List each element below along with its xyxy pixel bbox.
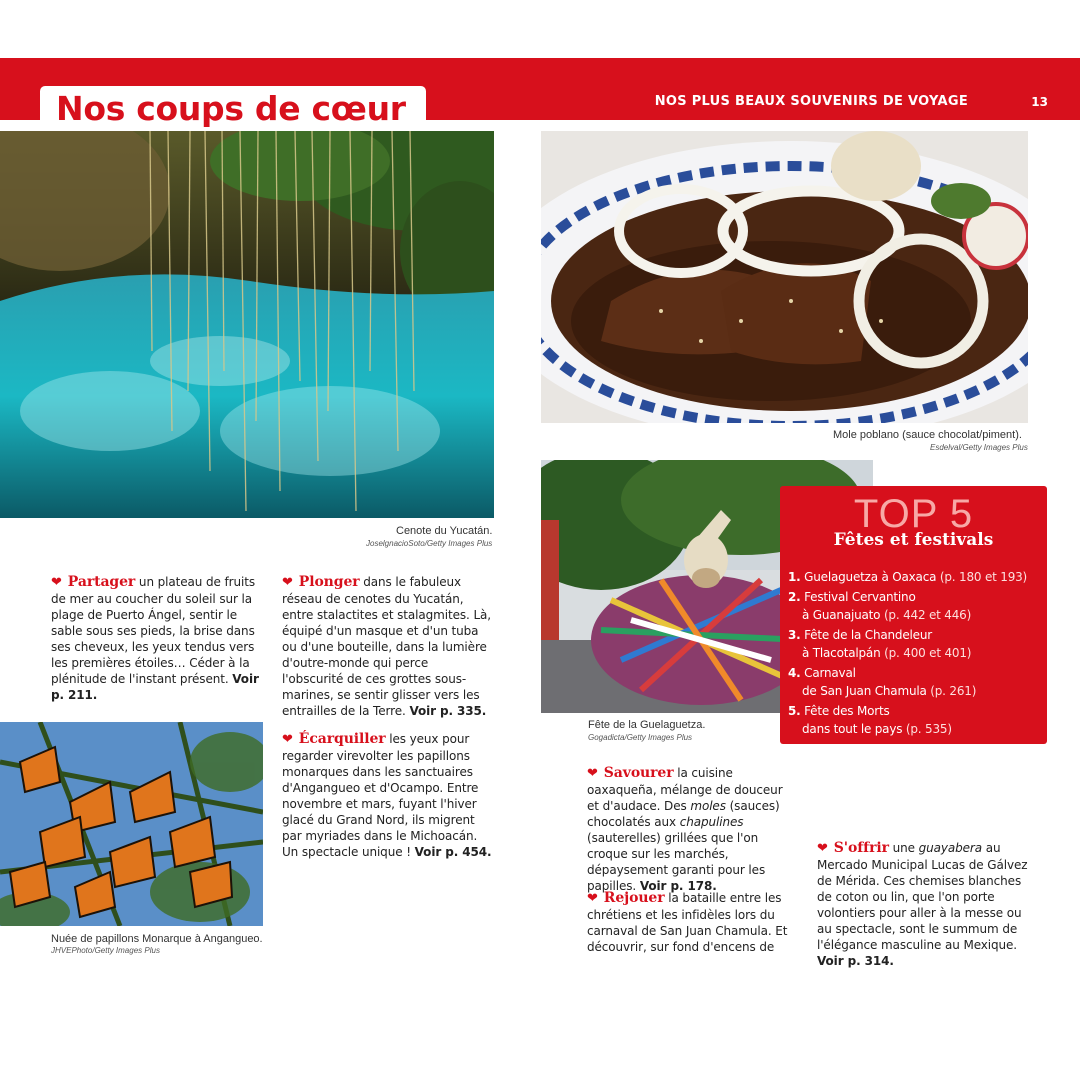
photo-credit: JHVEPhoto/Getty Images Plus — [51, 946, 160, 955]
heart-icon: ❤ — [587, 766, 598, 781]
section-label: NOS PLUS BEAUX SOUVENIRS DE VOYAGE — [654, 94, 968, 109]
entry-partager: ❤ Partager un plateau de fruits de mer au coucher du soleil sur la plage de Puerto Ángel, sentir le sable sous ses pieds, la brise dans ses cheveux, les yeux tendus vers les premières étoiles… Céder à la plénitude de l'instant présent. Voir p. 211. — [51, 574, 259, 702]
top5-title: TOP 5 — [853, 492, 974, 536]
photo-butterflies — [0, 722, 263, 926]
entry-ecarquiller: ❤ Écarquiller les yeux pour regarder virevolter les papillons monarques dans les sanctuaires d'Angangueo et d'Ocampo. Entre novembre et mars, fuyant l'hiver glacé du Grand Nord, ils migrent par myriades dans le Michoacán. Un spectacle unique ! Voir p. 454. — [282, 731, 492, 859]
photo-credit: Esdelval/Getty Images Plus — [930, 443, 1028, 452]
heart-icon: ❤ — [51, 575, 62, 590]
photo-caption: Mole poblano (sauce chocolat/piment). — [833, 429, 1022, 441]
entry-rejouer-part2 — [817, 763, 1029, 827]
top5-item: 4. Carnaval de San Juan Chamula (p. 261) — [788, 665, 977, 698]
top5-item: 3. Fête de la Chandeleur à Tlacotalpán (p. 400 et 401) — [788, 627, 972, 660]
entry-savourer: ❤ Savourer la cuisine oaxaqueña, mélange de douceur et d'audace. Des moles (sauces) chocolatés aux chapulines (sauterelles) grillées que l'on croque sur les marchés, dépaysement garanti pour les papilles. Voir p. 178. — [587, 765, 783, 893]
photo-caption: Nuée de papillons Monarque à Angangueo. — [51, 933, 263, 945]
heart-icon: ❤ — [587, 891, 598, 906]
photo-mole — [541, 131, 1028, 423]
page-title: Nos coups de cœur — [56, 89, 406, 128]
photo-caption: Cenote du Yucatán. — [396, 525, 493, 537]
entry-rejouer-part1: ❤ Rejouer la bataille entre les chrétiens et les infidèles lors du carnaval de San Juan Chamula. Et découvrir, sur fond d'encens de — [587, 890, 788, 954]
top5-box — [780, 486, 1047, 744]
top5-subtitle: Fêtes et festivals — [833, 530, 994, 550]
top5-item: 2. Festival Cervantino à Guanajuato (p. 442 et 446) — [788, 589, 972, 622]
top5-list — [788, 568, 1046, 740]
page-number: 13 — [1031, 95, 1048, 109]
photo-cenote — [0, 131, 494, 518]
entry-soffrir: ❤ S'offrir une guayabera au Mercado Municipal Lucas de Gálvez de Mérida. Ces chemises blanches de coton ou lin, que l'on porte volontiers pour aller à la messe ou au spectacle, sont le summum de l'élégance masculine au Mexique. Voir p. 314. — [817, 840, 1028, 968]
entry-plonger: ❤ Plonger dans le fabuleux réseau de cenotes du Yucatán, entre stalactites et stalagmites. Là, équipé d'un masque et d'un tuba ou d'une bouteille, dans la lumière d'outre-monde qui perce l'obscurité de ces grottes sous-marines, se sentir glisser vers les entrailles de la Terre. Voir p. 335. — [282, 574, 492, 718]
heart-icon: ❤ — [282, 732, 293, 747]
top5-item: 5. Fête des Morts dans tout le pays (p. 535) — [788, 703, 952, 736]
photo-credit: Gogadicta/Getty Images Plus — [588, 733, 693, 742]
photo-caption: Fête de la Guelaguetza. — [588, 719, 706, 731]
heart-icon: ❤ — [282, 575, 293, 590]
photo-credit: JoselgnacioSoto/Getty Images Plus — [366, 539, 493, 548]
top5-item: 1. Guelaguetza à Oaxaca (p. 180 et 193) — [788, 570, 1028, 584]
heart-icon: ❤ — [817, 841, 828, 856]
